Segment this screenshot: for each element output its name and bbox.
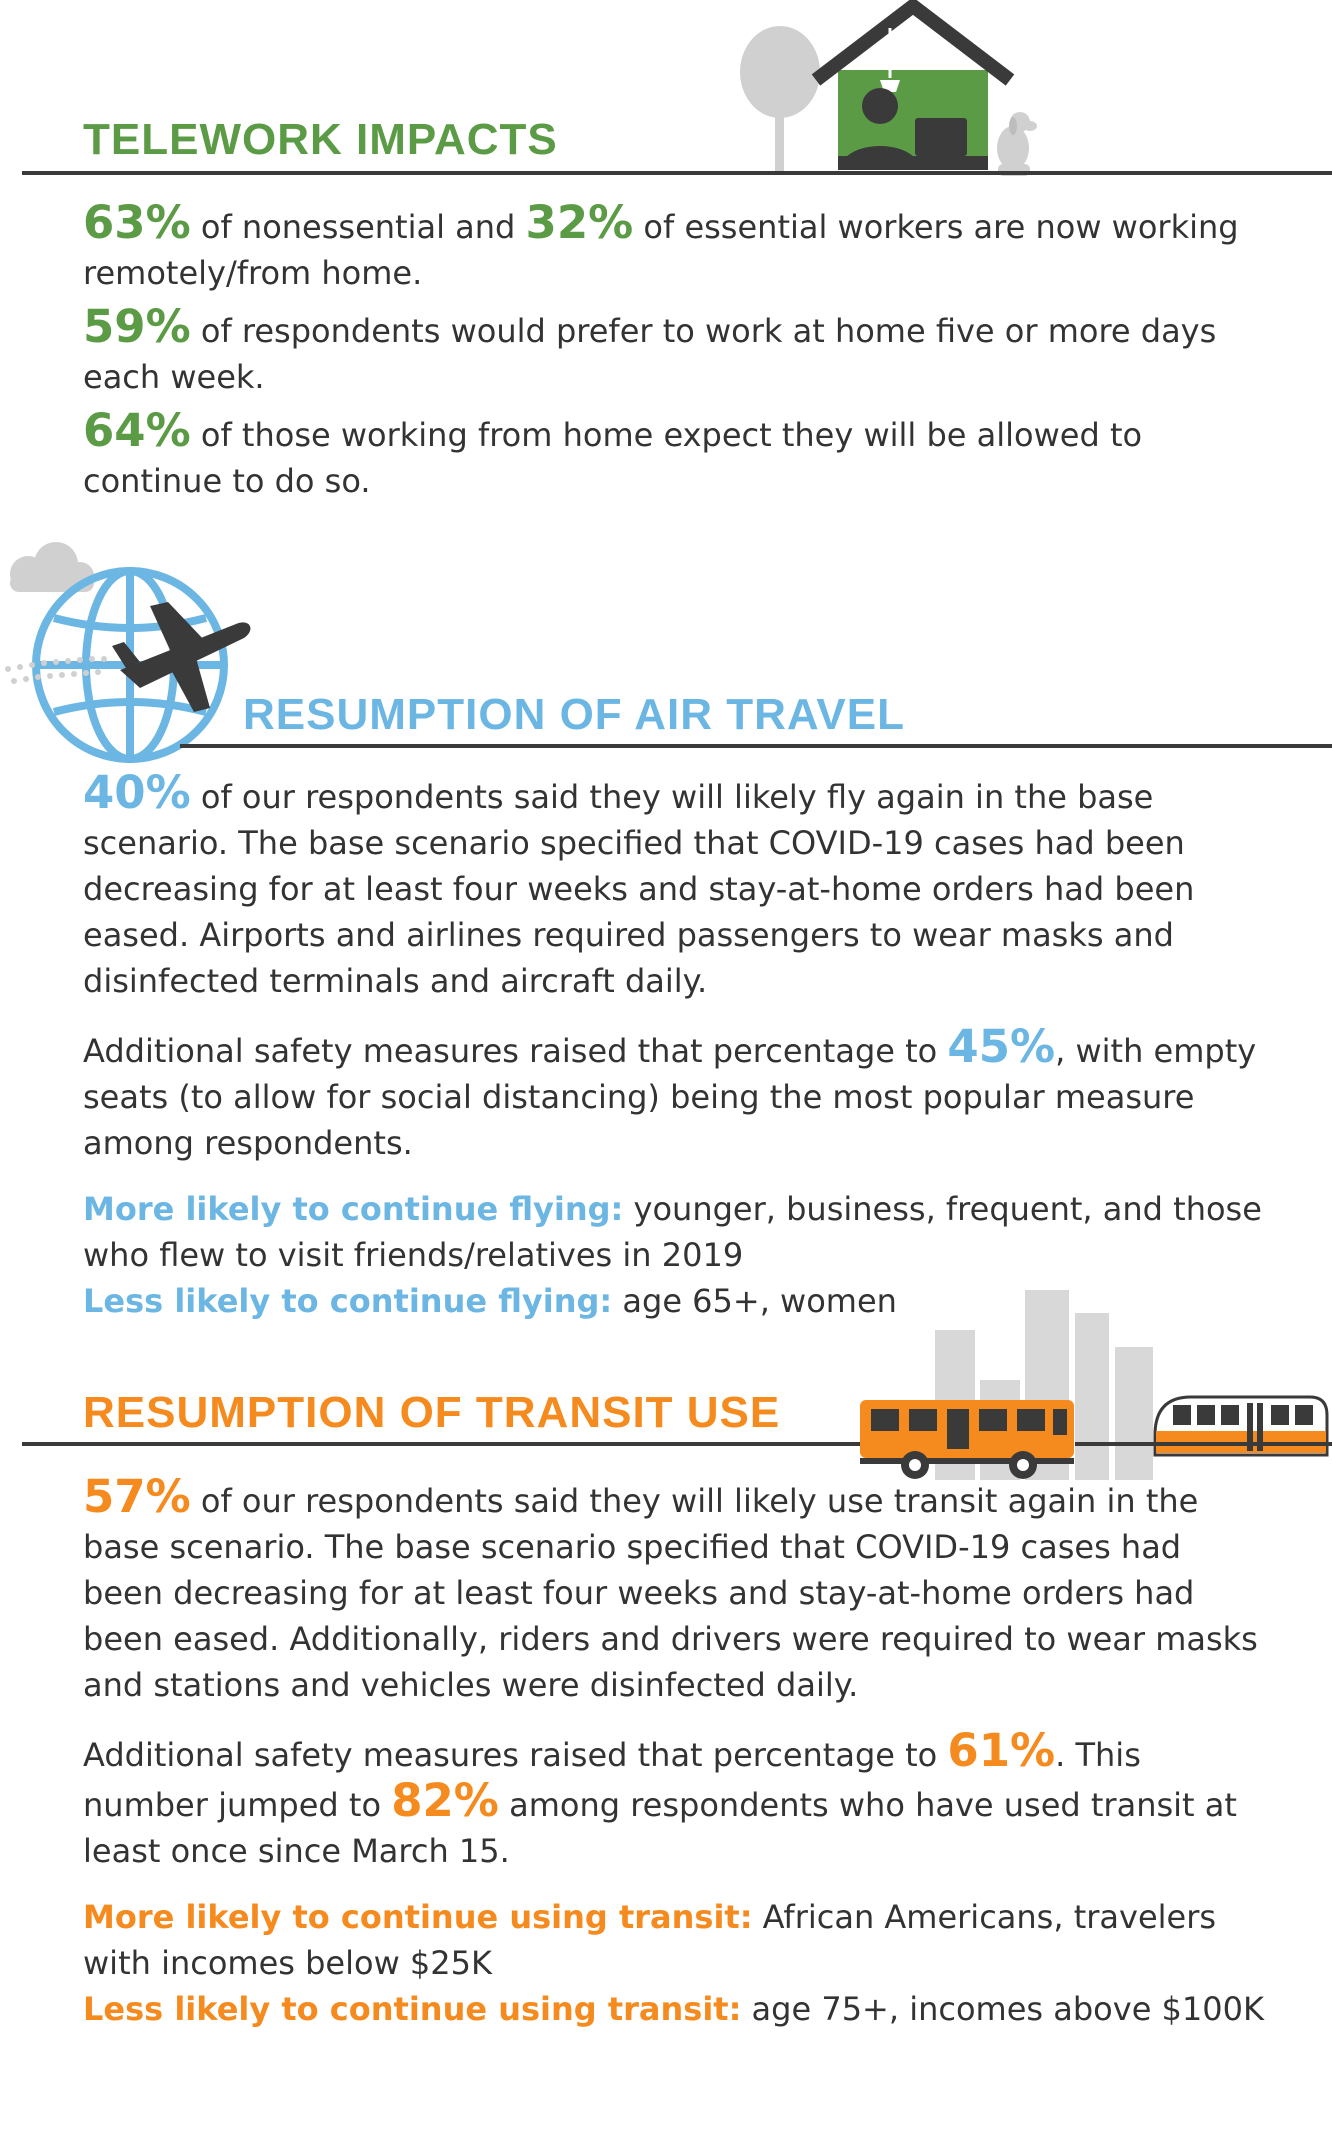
transit-heading: RESUMPTION OF TRANSIT USE bbox=[83, 1388, 781, 1437]
stat-use-transit-again: 57% bbox=[83, 1470, 191, 1523]
telework-body bbox=[83, 196, 1243, 504]
air-travel-body bbox=[83, 766, 1323, 1324]
air-stat-safety: Additional safety measures raised that percentage to 45%, with empty seats (to allow for social distancing) being the most popular measure among respondents. bbox=[83, 1020, 1257, 1162]
transit-body bbox=[83, 1470, 1283, 2032]
stat-nonessential: 63% bbox=[83, 196, 191, 249]
transit-divider bbox=[22, 1442, 860, 1446]
telework-heading: TELEWORK IMPACTS bbox=[83, 115, 558, 164]
telework-stat-3: 64% of those working from home expect they will be allowed to continue to do so. bbox=[83, 404, 1143, 500]
air-travel-divider bbox=[180, 744, 1332, 748]
stat-expect-continue: 64% bbox=[83, 404, 191, 457]
transit-more-likely: More likely to continue using transit: African Americans, travelers with incomes below $25K bbox=[83, 1898, 1217, 1982]
stat-used-transit-since-march: 82% bbox=[391, 1774, 499, 1827]
transit-divider-right bbox=[1075, 1442, 1332, 1446]
transit-stat-use-again: 57% of our respondents said they will likely use transit again in the base scenario. The base scenario specified that COVID-19 cases had been decreasing for at least four weeks and stay-at-home orders had been eased. Additionally, riders and drivers were required to wear masks and stations and vehicles were disinfected daily. bbox=[83, 1470, 1258, 1704]
air-stat-fly-again: 40% of our respondents said they will likely fly again in the base scenario. The base scenario specified that COVID-19 cases had been decreasing for at least four weeks and stay-at-home orders had been eased. Airports and airlines required passengers to wear masks and disinfected terminals and aircraft daily. bbox=[83, 766, 1195, 1000]
stat-safety-measures: 45% bbox=[947, 1020, 1056, 1073]
telework-stat-1: 63% of nonessential and 32% of essential workers are now working remotely/from home. bbox=[83, 196, 1239, 292]
stat-prefer-home: 59% bbox=[83, 300, 191, 353]
globe-airplane-icon bbox=[0, 538, 260, 768]
transit-less-likely: Less likely to continue using transit: age 75+, incomes above $100K bbox=[83, 1990, 1264, 2028]
bus-and-train-icon bbox=[855, 1285, 1332, 1480]
telework-stat-2: 59% of respondents would prefer to work at home five or more days each week. bbox=[83, 300, 1217, 396]
house-with-remote-worker-icon bbox=[730, 0, 1070, 210]
air-travel-heading: RESUMPTION OF AIR TRAVEL bbox=[243, 690, 905, 739]
stat-safety-measures-transit: 61% bbox=[947, 1724, 1056, 1777]
stat-essential: 32% bbox=[525, 196, 634, 249]
transit-stat-safety: Additional safety measures raised that percentage to 61%. This number jumped to 82% among respondents who have used transit at least once since March 15. bbox=[83, 1724, 1237, 1870]
stat-fly-again: 40% bbox=[83, 766, 191, 819]
telework-divider bbox=[22, 171, 1332, 175]
air-more-likely: More likely to continue flying: younger, business, frequent, and those who flew to visit friends/relatives in 2019 bbox=[83, 1190, 1262, 1274]
air-less-likely: Less likely to continue flying: age 65+, women bbox=[83, 1282, 897, 1320]
